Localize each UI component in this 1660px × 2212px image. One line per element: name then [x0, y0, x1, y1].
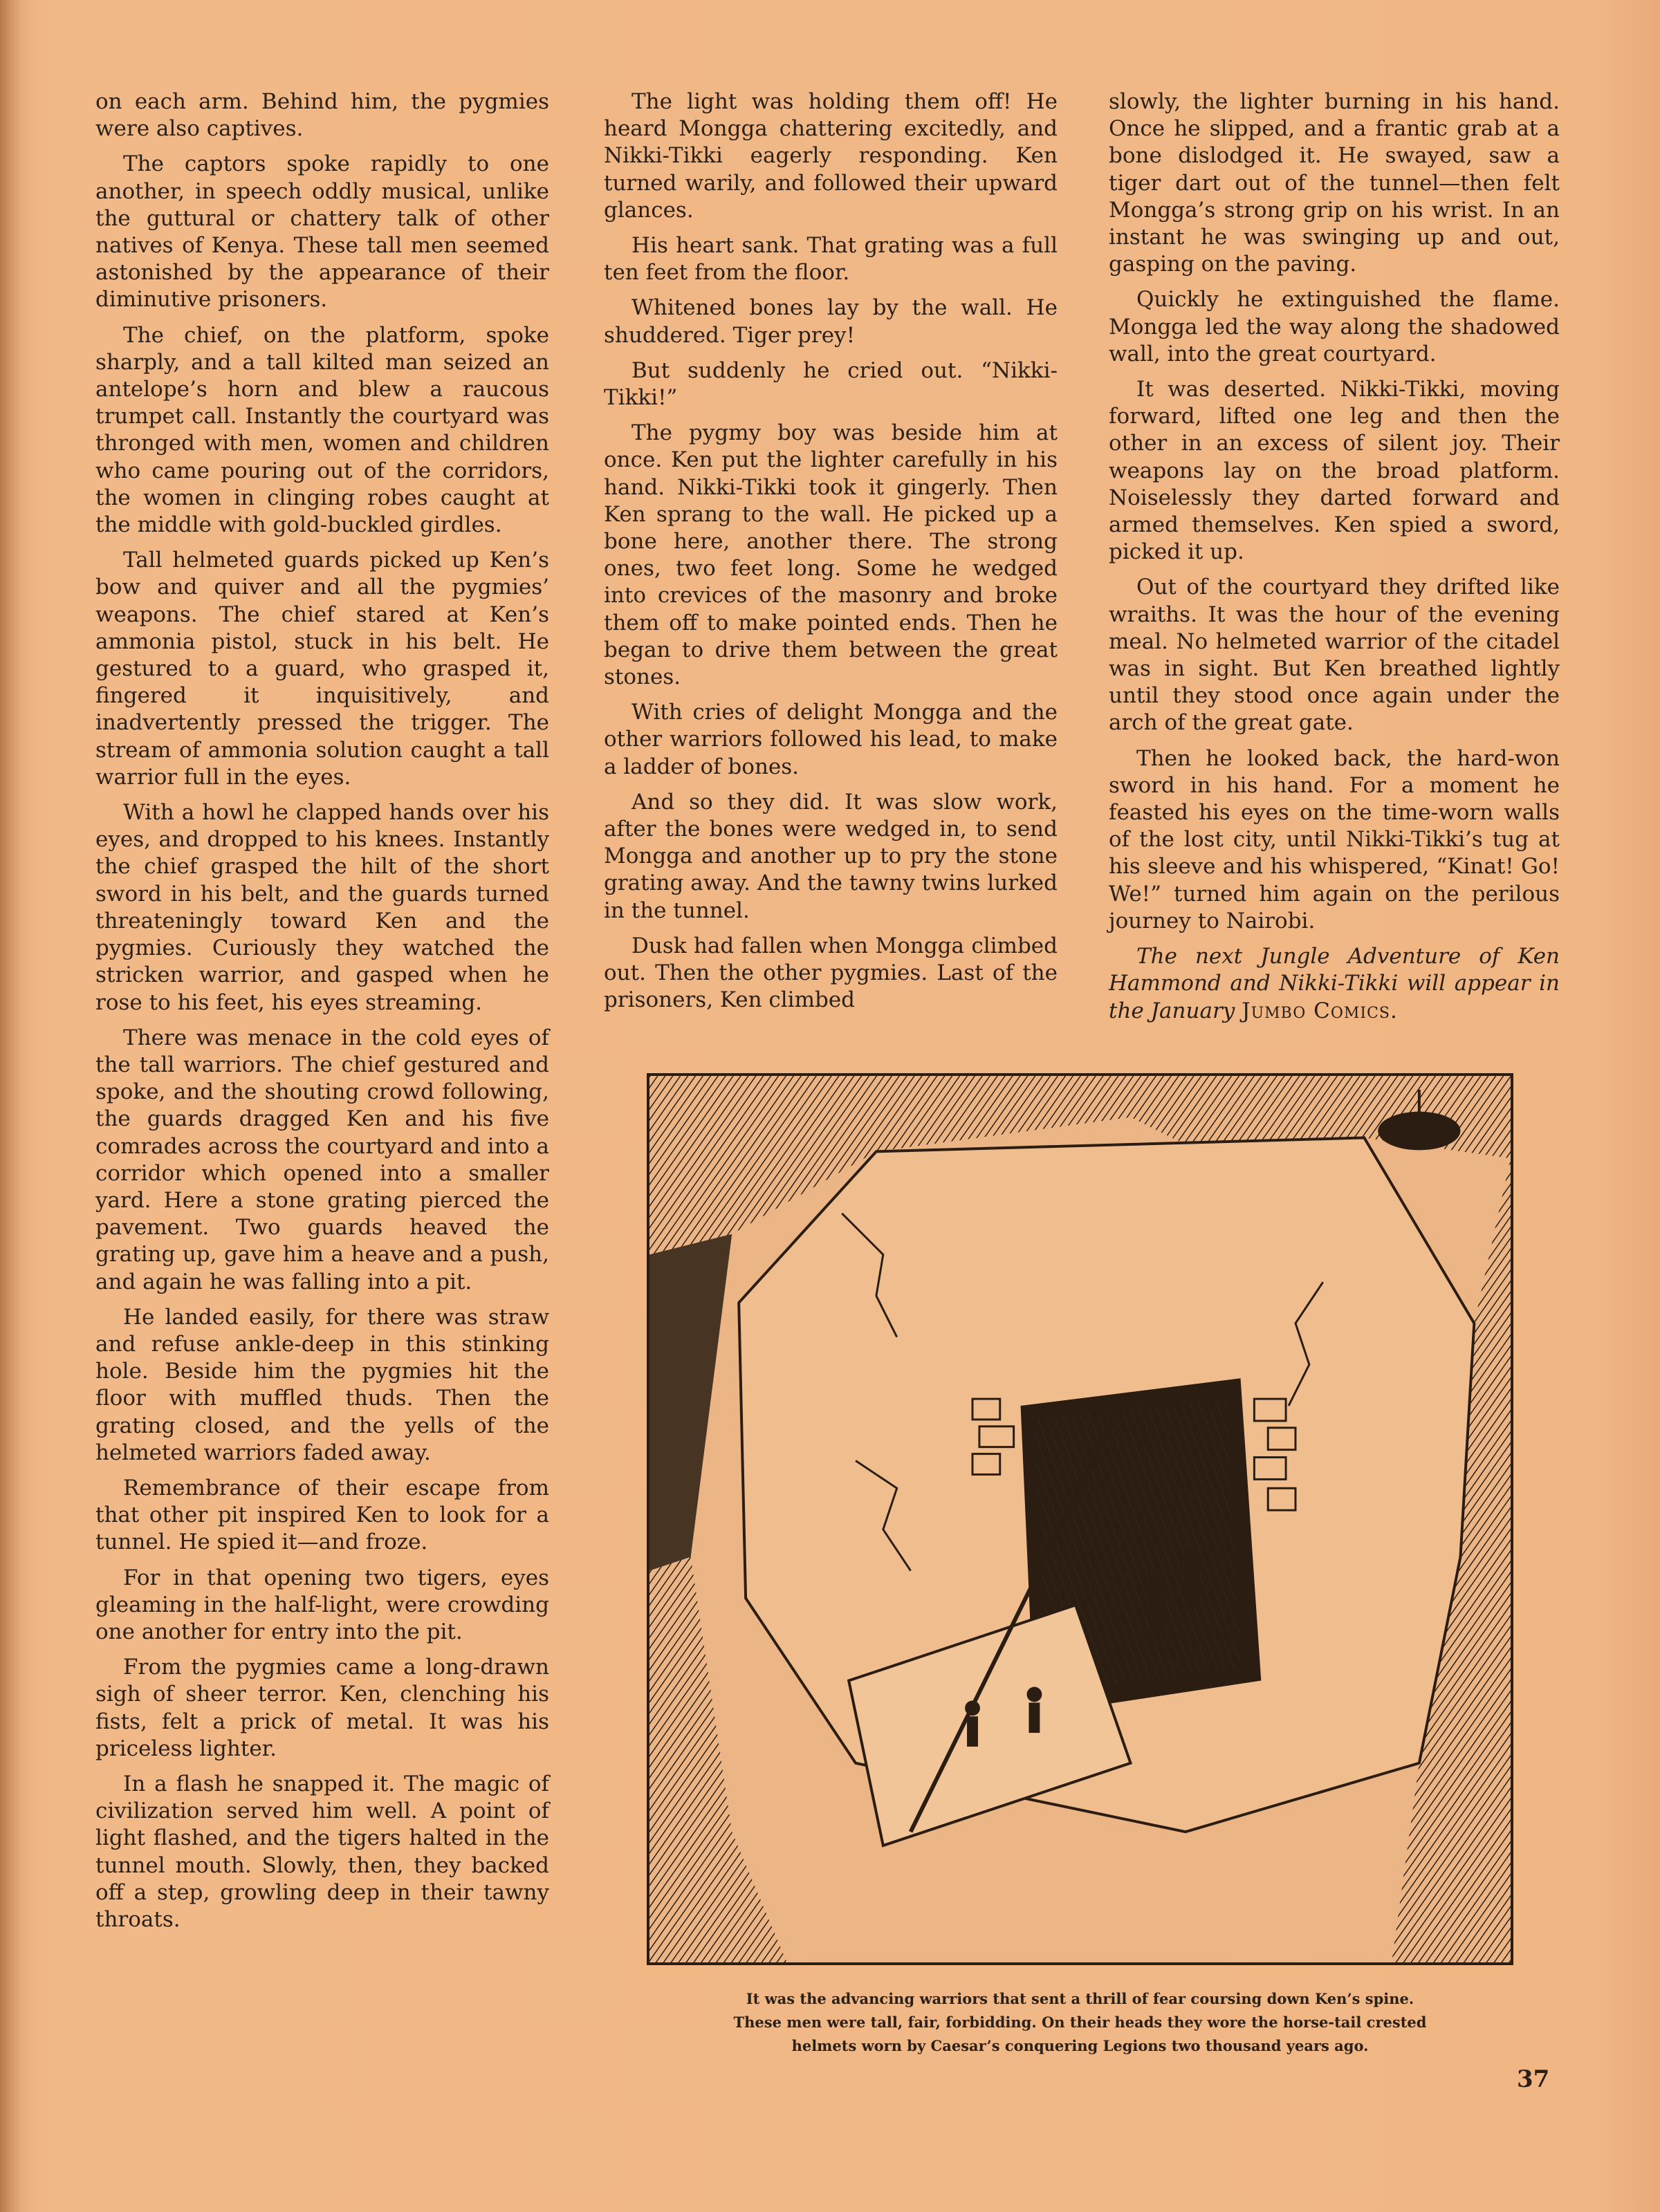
paragraph: For in that opening two tigers, eyes gleaming in the half-light, were crowding one another for entry into the pit. [95, 1565, 549, 1644]
paragraph: The pygmy boy was beside him at once. Ken put the lighter carefully in his hand. Nikki-Tikki took it gingerly. Then Ken sprang to the wall. He picked up a bone here, another there. The strong ones, two feet long. Some he wedged into crevices of the masonry and broke them off to make pointed ends. Then he began to drive them between the great stones. [604, 420, 1058, 690]
paragraph: But suddenly he cried out. “Nikki-Tikki!” [604, 357, 1058, 411]
caption-line: These men were tall, fair, forbidding. On their heads they wore the horse-tail crested [733, 2014, 1427, 2031]
paragraph: The light was holding them off! He heard Mongga chattering excitedly, and Nikki-Tikki eagerly responding. Ken turned warily, and followed their upward glances. [604, 89, 1058, 223]
paragraph: In a flash he snapped it. The magic of civilization served him well. A point of light flashed, and the tigers halted in the tunnel mouth. Slowly, then, they backed off a step, growling deep in their tawny throats. [95, 1771, 549, 1932]
text-column-2 [604, 89, 1058, 1023]
paragraph: Then he looked back, the hard-won sword in his hand. For a moment he feasted his eyes on the time-worn walls of the lost city, until Nikki-Tikki’s tug at his sleeve and his whispered, “Kinat! Go! We!” turned him again on the perilous journey to Nairobi. [1109, 745, 1560, 933]
text-column-1 [95, 89, 549, 1942]
paragraph: Whitened bones lay by the wall. He shuddered. Tiger prey! [604, 295, 1058, 348]
paragraph: He landed easily, for there was straw and refuse ankle-deep in this stinking hole. Beside him the pygmies hit the floor with muffled thuds. Then the grating closed, and the yells of the helmeted warriors faded away. [95, 1304, 549, 1465]
paragraph: And so they did. It was slow work, after the bones were wedged in, to send Mongga and another up to pry the stone grating away. And the tawny twins lurked in the tunnel. [604, 789, 1058, 923]
paragraph: With cries of delight Mongga and the other warriors followed his lead, to make a ladder of bones. [604, 700, 1058, 779]
caption-line: It was the advancing warriors that sent a thrill of fear coursing down Ken’s spine. [746, 1990, 1414, 2007]
illustration [647, 1073, 1513, 1965]
paragraph: Quickly he extinguished the flame. Mongga led the way along the shadowed wall, into the great courtyard. [1109, 287, 1560, 366]
caption-line: helmets worn by Caesar’s conquering Legions two thousand years ago. [791, 2037, 1369, 2054]
next-adventure-text: The next Jungle Adventure of Ken Hammond and Nikki-Tikki will appear in the January [1109, 944, 1560, 1023]
paragraph: There was menace in the cold eyes of the tall warriors. The chief gestured and spoke, and the shouting crowd following, the guards dragged Ken and his five comrades across the courtyard and into a corridor which opened into a smaller yard. Here a stone grating pierced the pavement. Two guards heaved the grating up, gave him a heave and a push, and again he was falling into a pit. [95, 1025, 549, 1294]
paragraph: The captors spoke rapidly to one another, in speech oddly musical, unlike the guttural or chattery talk of other natives of Kenya. These tall men seemed astonished by the appearance of their diminutive prisoners. [95, 151, 549, 313]
next-adventure-notice [1109, 943, 1560, 1025]
magazine-name: Jumbo Comics. [1242, 998, 1398, 1023]
page-gutter [0, 0, 21, 2212]
paragraph: It was deserted. Nikki-Tikki, moving forward, lifted one leg and then the other in an excess of silent joy. Their weapons lay on the broad platform. Noiselessly they darted forward and armed themselves. Ken spied a sword, picked it up. [1109, 377, 1560, 565]
paragraph: Remembrance of their escape from that other pit inspired Ken to look for a tunnel. He spied it—and froze. [95, 1475, 549, 1555]
paragraph: With a howl he clapped hands over his eyes, and dropped to his knees. Instantly the chief grasped the hilt of the short sword in his belt, and the guards turned threateningly toward Ken and the pygmies. Curiously they watched the stricken warrior, and gasped when he rose to his feet, his eyes streaming. [95, 800, 549, 1015]
illustration-caption [647, 1987, 1513, 2058]
paragraph: Out of the courtyard they drifted like wraiths. It was the hour of the evening meal. No helmeted warrior of the citadel was in sight. But Ken breathed lightly until they stood once again under the arch of the great gate. [1109, 575, 1560, 736]
text-column-3 [1109, 89, 1560, 1033]
illustration-drawing [649, 1076, 1511, 1962]
paragraph: slowly, the lighter burning in his hand. Once he slipped, and a frantic grab at a bone dislodged it. He swayed, saw a tiger dart out of the tunnel—then felt Mongga’s strong grip on his wrist. In an instant he was swinging up and out, gasping on the paving. [1109, 89, 1560, 277]
page-number: 37 [1517, 2065, 1550, 2093]
paragraph: Tall helmeted guards picked up Ken’s bow and quiver and all the pygmies’ weapons. The chief stared at Ken’s ammonia pistol, stuck in his belt. He gestured to a guard, who grasped it, fingered it inquisitively, and inadvertently pressed the trigger. The stream of ammonia solution caught a tall warrior full in the eyes. [95, 548, 549, 790]
paragraph: From the pygmies came a long-drawn sigh of sheer terror. Ken, clenching his fists, felt a prick of metal. It was his priceless lighter. [95, 1655, 549, 1761]
paragraph: on each arm. Behind him, the pygmies were also captives. [95, 89, 549, 142]
paragraph: Dusk had fallen when Mongga climbed out. Then the other pygmies. Last of the prisoners, Ken climbed [604, 933, 1058, 1013]
paragraph: His heart sank. That grating was a full ten feet from the floor. [604, 233, 1058, 286]
paragraph: The chief, on the platform, spoke sharply, and a tall kilted man seized an antelope’s horn and blew a raucous trumpet call. Instantly the courtyard was thronged with men, women and children who came pouring out of the corridors, the women in clinging robes caught at the middle with gold-buckled girdles. [95, 322, 549, 538]
